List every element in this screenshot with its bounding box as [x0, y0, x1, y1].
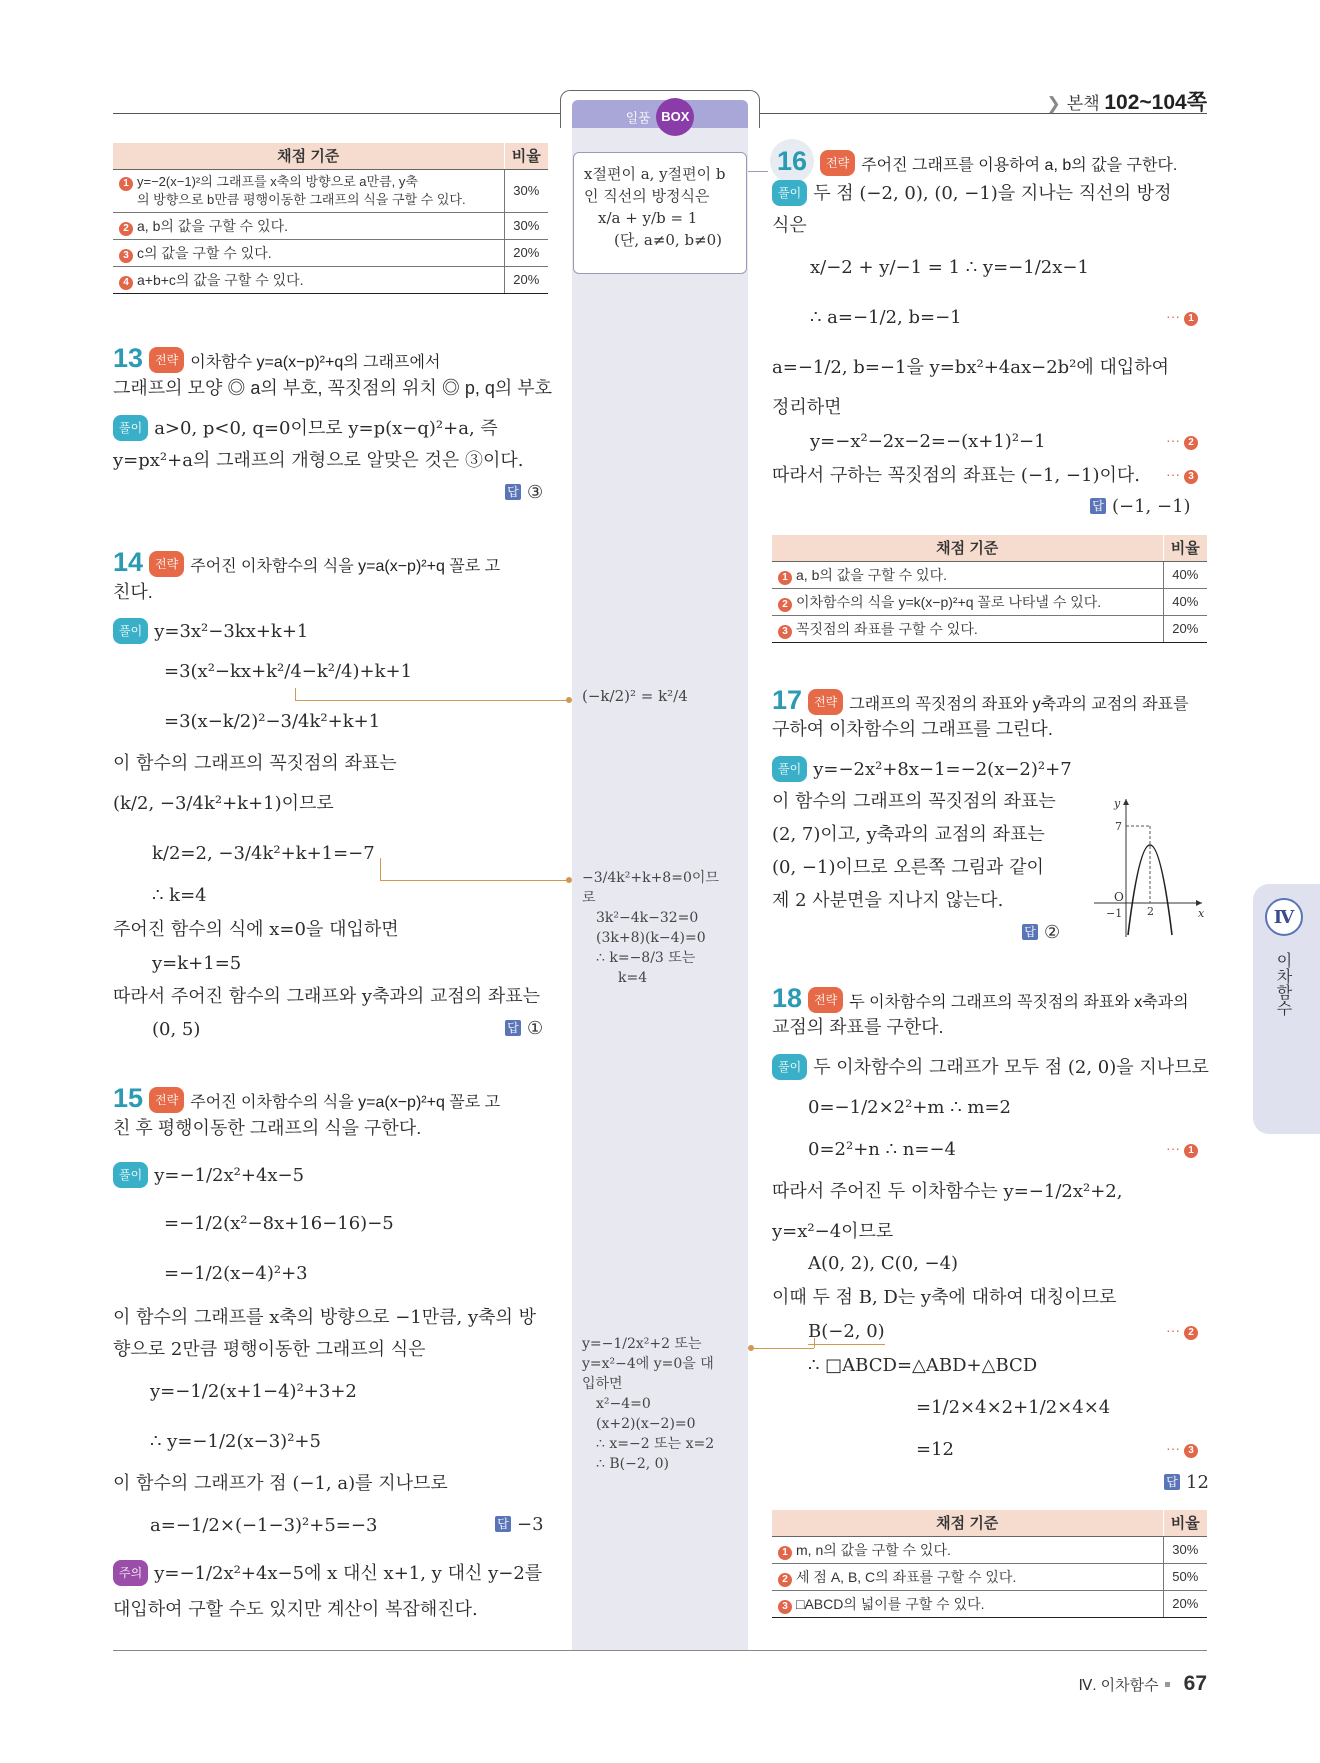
problem-13-heading: 13 전략 이차함수 y=a(x−p)²+q의 그래프에서 — [113, 343, 441, 373]
box-badge: BOX — [656, 98, 694, 136]
footer-rule — [113, 1650, 1207, 1651]
answer-17: 답 ② — [1022, 922, 1060, 943]
leader-line — [748, 171, 768, 172]
problem-14-heading: 14 전략 주어진 이차함수의 식을 y=a(x−p)²+q 꼴로 고 — [113, 547, 501, 577]
leader-line — [295, 700, 567, 701]
tick-2: 2 — [1147, 905, 1154, 918]
answer-13: 답 ③ — [505, 482, 543, 503]
problem-18-heading: 18 전략 두 이차함수의 그래프의 꼭짓점의 좌표와 x축과의 — [772, 983, 1189, 1013]
leader-dot — [566, 877, 572, 883]
table-row: 4 a+b+c의 값을 구할 수 있다. 20% — [113, 266, 548, 293]
chapter-number: Ⅳ — [1265, 898, 1303, 936]
leader-line — [380, 858, 381, 880]
tick-7: 7 — [1115, 820, 1122, 833]
page-footer: Ⅳ. 이차함수 67 — [1078, 1672, 1207, 1695]
table-row: 1 m, n의 값을 구할 수 있다. 30% — [772, 1536, 1207, 1563]
table-row: 2 세 점 A, B, C의 좌표를 구할 수 있다. 50% — [772, 1563, 1207, 1590]
parabola-graph — [1090, 795, 1206, 941]
scoring-table-12: 채점 기준 비율 1 y=−2(x−1)²의 그래프를 x축의 방향으로 a만큼, y축 의 방향으로 b만큼 평행이동한 그래프의 식을 구할 수 있다. 30% 2 a, b의 값을 구할 수 있다. 30% 3 c의 값을 구할 수 있다. 20% 4 a+b+c의 값을 구할 수 있다. 20% — [113, 143, 548, 294]
problem-17-heading: 17 전략 그래프의 꼭짓점의 좌표와 y축과의 교점의 좌표를 — [772, 685, 1189, 715]
problem-16-heading: 16 전략 주어진 그래프를 이용하여 a, b의 값을 구한다. — [770, 139, 1177, 183]
scoring-table-18: 채점 기준 비율 1 m, n의 값을 구할 수 있다. 30% 2 세 점 A, B, C의 좌표를 구할 수 있다. 50% 3 □ABCD의 넓이를 구할 수 있다. 20% — [772, 1510, 1207, 1618]
leader-line — [295, 688, 296, 700]
leader-line — [380, 880, 567, 881]
table-row: 3 꼭짓점의 좌표를 구할 수 있다. 20% — [772, 615, 1207, 642]
problem-15-heading: 15 전략 주어진 이차함수의 식을 y=a(x−p)²+q 꼴로 고 — [113, 1083, 501, 1113]
chapter-label: 이차함수 — [1274, 952, 1291, 1016]
origin-label: O — [1114, 890, 1124, 904]
chapter-side-tab[interactable] — [1253, 884, 1320, 1134]
tick-minus1: −1 — [1106, 907, 1123, 920]
box-header: 일품 BOX — [572, 100, 748, 128]
chevron-right-icon: ❯ — [1046, 94, 1061, 113]
answer-14: 답 ① — [505, 1018, 543, 1039]
scoring-table-16: 채점 기준 비율 1 a, b의 값을 구할 수 있다. 40% 2 이차함수의 식을 y=k(x−p)²+q 꼴로 나타낼 수 있다. 40% 3 꼭짓점의 좌표를 구할 수 있다. 20% — [772, 535, 1207, 643]
answer-18: 답 12 — [1164, 1472, 1209, 1493]
x-axis-label: x — [1198, 907, 1205, 920]
leader-dot — [566, 697, 572, 703]
leader-dot — [748, 1345, 754, 1351]
table-row: 1 a, b의 값을 구할 수 있다. 40% — [772, 561, 1207, 588]
table-row: 2 이차함수의 식을 y=k(x−p)²+q 꼴로 나타낼 수 있다. 40% — [772, 588, 1207, 615]
table-row: 2 a, b의 값을 구할 수 있다. 30% — [113, 212, 548, 239]
y-axis-label: y — [1114, 797, 1121, 810]
box-definition: x절편이 a, y절편이 b 인 직선의 방정식은 x/a + y/b = 1 (단, a≠0, b≠0) — [573, 152, 747, 274]
table-row: 3 c의 값을 구할 수 있다. 20% — [113, 239, 548, 266]
answer-16: 답 (−1, −1) — [1090, 496, 1191, 517]
table-row: 1 y=−2(x−1)²의 그래프를 x축의 방향으로 a만큼, y축 의 방향으로 b만큼 평행이동한 그래프의 식을 구할 수 있다. 30% — [113, 169, 548, 212]
book-reference: ❯ 본책 102~104쪽 — [1046, 91, 1207, 114]
table-row: 3 □ABCD의 넓이를 구할 수 있다. 20% — [772, 1590, 1207, 1617]
box-note-2: −3/4k²+k+8=0이므 로 3k²−4k−32=0 (3k+8)(k−4)=0 ∴ k=−8/3 또는 k=4 — [582, 870, 719, 986]
answer-15: 답 −3 — [495, 1514, 544, 1535]
leader-line — [752, 1348, 814, 1349]
box-note-1: (−k/2)² = k²/4 — [582, 687, 688, 705]
box-note-3: y=−1/2x²+2 또는 y=x²−4에 y=0을 대 입하면 x²−4=0 (x+2)(x−2)=0 ∴ x=−2 또는 x=2 ∴ B(−2, 0) — [582, 1336, 715, 1472]
page-number: 67 — [1183, 1672, 1207, 1695]
